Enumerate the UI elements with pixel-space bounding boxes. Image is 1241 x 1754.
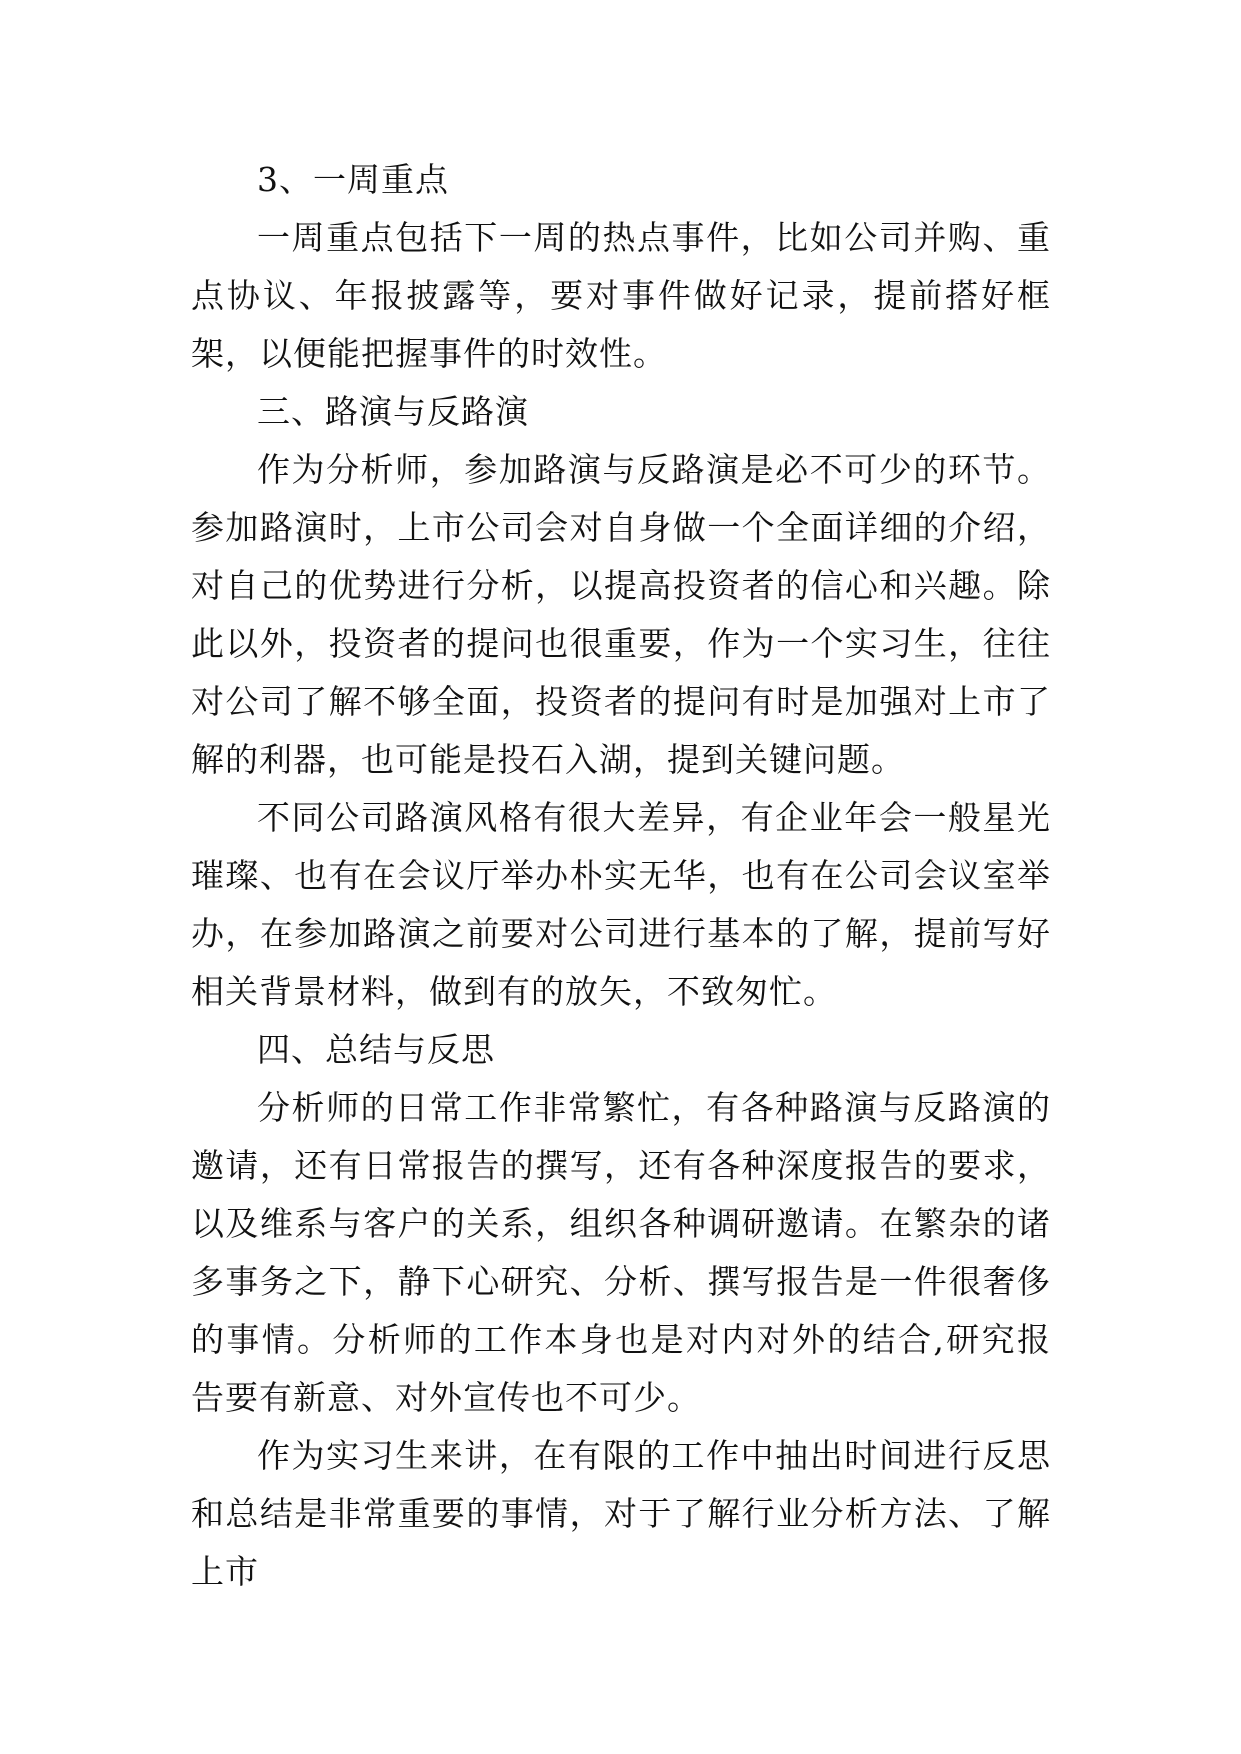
section-heading-roadshow: 三、路演与反路演 [257,392,529,431]
section-heading-summary: 四、总结与反思 [257,1030,495,1069]
paragraph-intern-reflection: 作为实习生来讲，在有限的工作中抽出时间进行反思和总结是非常重要的事情，对于了解行业分析方法、了解上市 [191,1436,1051,1591]
paragraph-weekly-focus: 一周重点包括下一周的热点事件，比如公司并购、重点协议、年报披露等，要对事件做好记录，提前搭好框架，以便能把握事件的时效性。 [191,218,1051,373]
paragraph-analyst-work: 分析师的日常工作非常繁忙，有各种路演与反路演的邀请，还有日常报告的撰写，还有各种深度报告的要求，以及维系与客户的关系，组织各种调研邀请。在繁杂的诸多事务之下，静下心研究、分析、撰写报告是一件很奢侈的事情。分析师的工作本身也是对内对外的结合,研究报告要有新意、对外宣传也不可少。 [191,1088,1051,1417]
document-body [191,151,1051,1601]
paragraph-roadshow-styles: 不同公司路演风格有很大差异，有企业年会一般星光璀璨、也有在会议厅举办朴实无华，也有在公司会议室举办，在参加路演之前要对公司进行基本的了解，提前写好相关背景材料，做到有的放矢，不致匆忙。 [191,798,1051,1011]
section-heading-weekly-focus: 3、一周重点 [257,160,449,199]
paragraph-roadshow-intro: 作为分析师，参加路演与反路演是必不可少的环节。参加路演时，上市公司会对自身做一个全面详细的介绍，对自己的优势进行分析，以提高投资者的信心和兴趣。除此以外，投资者的提问也很重要，作为一个实习生，往往对公司了解不够全面，投资者的提问有时是加强对上市了解的利器，也可能是投石入湖，提到关键问题。 [191,450,1051,779]
